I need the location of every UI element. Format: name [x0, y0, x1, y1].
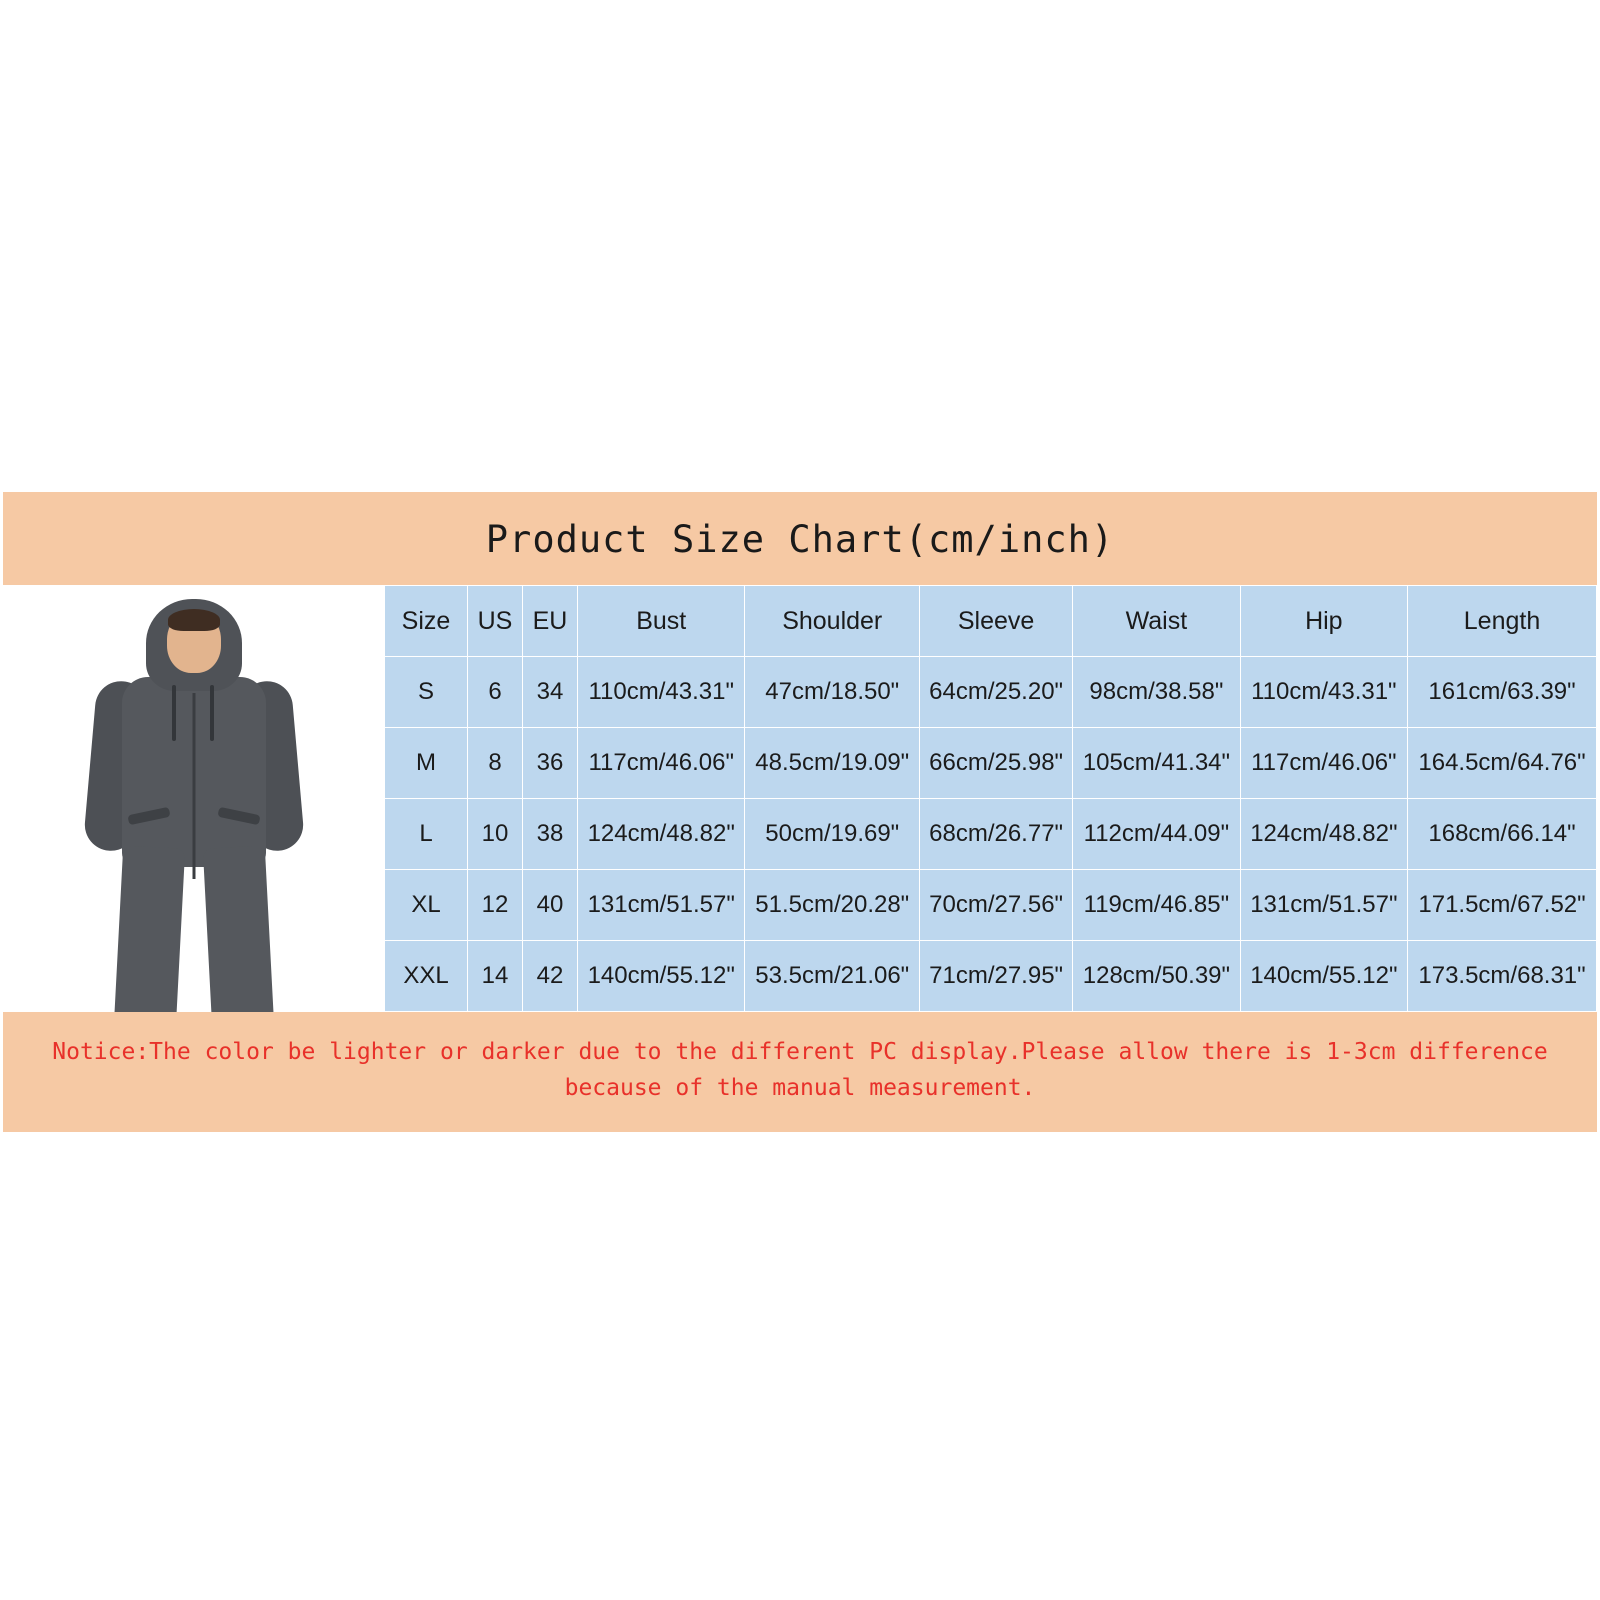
table-row [385, 728, 1597, 799]
chart-body [3, 585, 1597, 1012]
cell-bust: 117cm/46.06" [578, 728, 745, 799]
cell-hip: 131cm/51.57" [1240, 870, 1407, 941]
table-row [385, 799, 1597, 870]
cell-sleeve: 68cm/26.77" [920, 799, 1073, 870]
cell-eu: 40 [523, 870, 578, 941]
column-header-eu: EU [523, 586, 578, 657]
cell-bust: 110cm/43.31" [578, 657, 745, 728]
column-header-waist: Waist [1073, 586, 1240, 657]
cell-length: 173.5cm/68.31" [1408, 941, 1597, 1012]
cell-hip: 140cm/55.12" [1240, 941, 1407, 1012]
cell-sleeve: 70cm/27.56" [920, 870, 1073, 941]
cell-length: 171.5cm/67.52" [1408, 870, 1597, 941]
cell-us: 6 [468, 657, 523, 728]
cell-shoulder: 53.5cm/21.06" [745, 941, 920, 1012]
cell-waist: 119cm/46.85" [1073, 870, 1240, 941]
model-figure-icon [3, 585, 384, 1012]
table-row [385, 941, 1597, 1012]
cell-sleeve: 71cm/27.95" [920, 941, 1073, 1012]
cell-bust: 124cm/48.82" [578, 799, 745, 870]
cell-eu: 38 [523, 799, 578, 870]
cell-eu: 42 [523, 941, 578, 1012]
cell-sleeve: 64cm/25.20" [920, 657, 1073, 728]
cell-size: XXL [385, 941, 468, 1012]
column-header-bust: Bust [578, 586, 745, 657]
table-row [385, 657, 1597, 728]
column-header-us: US [468, 586, 523, 657]
cell-sleeve: 66cm/25.98" [920, 728, 1073, 799]
cell-waist: 105cm/41.34" [1073, 728, 1240, 799]
cell-eu: 36 [523, 728, 578, 799]
cell-length: 168cm/66.14" [1408, 799, 1597, 870]
cell-us: 8 [468, 728, 523, 799]
column-header-length: Length [1408, 586, 1597, 657]
cell-shoulder: 48.5cm/19.09" [745, 728, 920, 799]
cell-hip: 124cm/48.82" [1240, 799, 1407, 870]
notice-text: Notice:The color be lighter or darker due to the different PC display.Please allow there is 1-3cm difference because of the manual measurement. [3, 1012, 1597, 1132]
cell-size: XL [385, 870, 468, 941]
product-photo [3, 585, 384, 1012]
size-chart-block [3, 492, 1597, 1132]
cell-shoulder: 50cm/19.69" [745, 799, 920, 870]
column-header-hip: Hip [1240, 586, 1407, 657]
cell-waist: 112cm/44.09" [1073, 799, 1240, 870]
cell-hip: 110cm/43.31" [1240, 657, 1407, 728]
page-title: Product Size Chart(cm/inch) [3, 492, 1597, 585]
cell-length: 161cm/63.39" [1408, 657, 1597, 728]
cell-bust: 140cm/55.12" [578, 941, 745, 1012]
cell-bust: 131cm/51.57" [578, 870, 745, 941]
cell-waist: 128cm/50.39" [1073, 941, 1240, 1012]
cell-waist: 98cm/38.58" [1073, 657, 1240, 728]
cell-us: 10 [468, 799, 523, 870]
column-header-size: Size [385, 586, 468, 657]
cell-us: 12 [468, 870, 523, 941]
cell-eu: 34 [523, 657, 578, 728]
cell-shoulder: 51.5cm/20.28" [745, 870, 920, 941]
size-table [384, 585, 1597, 1012]
cell-size: M [385, 728, 468, 799]
table-row [385, 870, 1597, 941]
column-header-shoulder: Shoulder [745, 586, 920, 657]
table-header-row [385, 586, 1597, 657]
cell-us: 14 [468, 941, 523, 1012]
column-header-sleeve: Sleeve [920, 586, 1073, 657]
cell-hip: 117cm/46.06" [1240, 728, 1407, 799]
cell-length: 164.5cm/64.76" [1408, 728, 1597, 799]
cell-size: L [385, 799, 468, 870]
cell-size: S [385, 657, 468, 728]
cell-shoulder: 47cm/18.50" [745, 657, 920, 728]
